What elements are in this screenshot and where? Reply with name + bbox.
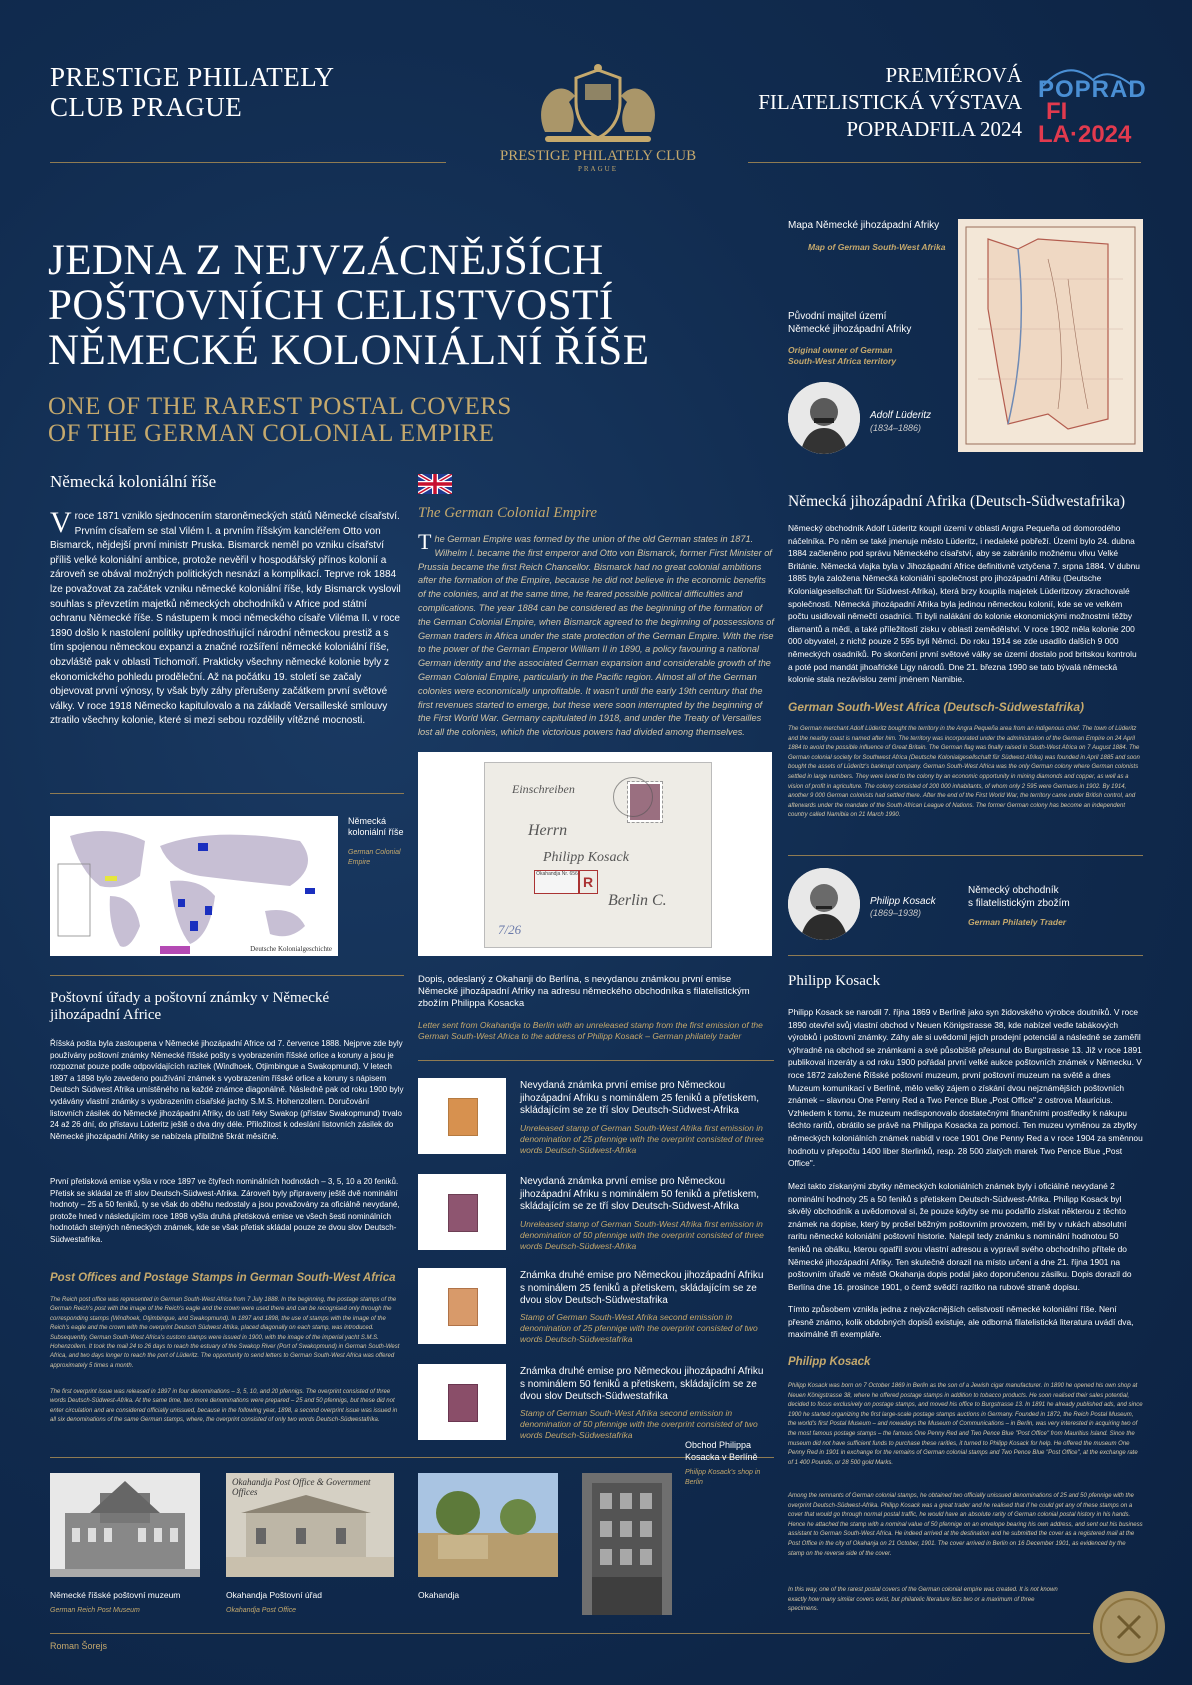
uk-flag-icon bbox=[418, 474, 452, 494]
post-office-caption-en: Okahandja Post Office bbox=[226, 1607, 297, 1614]
section-heading-kosack: Philipp Kosack bbox=[788, 973, 881, 989]
kosack-text-1: Philipp Kosack se narodil 7. října 1869 v Berlíně jako syn židovského výrobce doutníků. V roce 1890 otevřel svůj vlastní obchod v Neuen Königstrasse 38, kde nabízel vedle tabákových výrobků i poštovní známky. Záhy ale si uvědomil jejich prodejní potenciál a následně se zaměřil výhradně na obchod se známkami a své působiště přesunul do Burgstrasse 13. Již v roce 1891 publikoval inzeráty a od roku 1900 pořádal první velké aukce poštovních známek v Německu. V roce 1872 založené Říšské poštovní muzeum, první poštovní muzeum na světě a dnes Muzeum komunikací v Berlíně, mělo velký zájem o získání dvou nejznámějších poštovních známek – slavnou One Penny Red a Two Pence Blue „Post Office" z ostrova Mauricius. Vzhledem k tomu, že muzeum nedisponovalo dostatečnými finančními prostředky k nákupu těchto raritů, obrátilo se právě na Philippa Kosacka za pomocí. Ten muzeu vyměnou za zbytky německých koloniálních známek nabídl v roce 1901 One Penny Red a v roce 1904 za směnnou hodnotu v přepočtu 1400 liber šterlinků, resp. 28 500 zlatých marek Two Pence Blue „Post Office". bbox=[788, 1007, 1143, 1169]
sw-africa-heading-en: German South-West Africa (Deutsch-Südwestafrika) bbox=[788, 700, 1085, 714]
stamp-caption-en-1: Unreleased stamp of German South-West Afrika first emission in denomination of 25 pfennige with the overprint consisted of three words Deutsch-Südwest-Afrika bbox=[520, 1123, 764, 1155]
kosack-role-caption-en: German Philately Trader bbox=[968, 917, 1067, 927]
post-offices-text-en-2: The first overprint issue was released in 1897 in four denominations – 3, 5, 10, and 20 pfennigs. The overprint consisted of three words Deutsch-Südwest-Afrika. At the same time, two more denominations were prepared – 25 and 50 pfennigs, but these did not enter circulation and are considered officially unissued, because in the following year, 1898, a second overprint issue was issued in all six denominations of the same German stamps, where, the overprint consisted of only two words Deutsch-Südwestafrika. bbox=[50, 1389, 398, 1424]
crest-caption: PRESTIGE PHILATELY CLUB bbox=[499, 148, 697, 164]
kosack-dates: (1869–1938) bbox=[870, 908, 922, 918]
kosack-shop-caption-en: Philipp Kosack's shop in Berlin bbox=[685, 1469, 761, 1486]
stamp-caption-1: Nevydaná známka první emise pro Německou jihozápadní Afriku s nominálem 25 feniků a přetiskem, skládajícím se ze tří slov Deutsch-Südwest-Afrika bbox=[520, 1080, 760, 1117]
museum-caption: Německé říšské poštovní muzeum bbox=[50, 1590, 181, 1600]
kosack-name: Philipp Kosack bbox=[870, 896, 936, 907]
section-heading-en: The German Colonial Empire bbox=[418, 505, 598, 521]
club-seal-icon bbox=[1090, 1588, 1168, 1666]
post-offices-text-1: Říšská pošta byla zastoupena v Německé jihozápadní Africe od 7. července 1888. Nejprve zde byly používány poštovní známky Německé říšské pošty s vyobrazením říšské orlice a koruny a jsou je rozpoznat pouze podle odpovídajících razítek (Windhoek, Otjimbingue a Swakopmund). V letech 1897 a 1898 bylo zavedeno používání známek s vyobrazením říšské orlice a koruny s nápisem Deutsch Südwest Afrika umístěného na každé známce diagonálně. Následně pak od roku 1900 byly vydávány vlastní známky s vyobrazením císařské jachty S.M.S. Hohenzollern. Doručování listovních zásilek do Německé jihozápadní Afriky, do ústí řeky Swakop (přístav Swakopmund) trvalo 24 až 26 dní, do přístavu Lüderitz ještě o dva dny déle. Přiložitost k odeslání listovních zásilek do Německé jihozápadní Afriky se nabízela přibližně 5krát měsíčně. bbox=[50, 1039, 404, 1141]
luderitz-name: Adolf Lüderitz bbox=[870, 410, 932, 421]
page-title: JEDNA Z NEJVZÁCNĚJŠÍCH POŠTOVNÍCH CELISTVOSTÍ NĚMECKÉ KOLONIÁLNÍ ŘÍŠE bbox=[48, 237, 650, 374]
sw-africa-text-en: The German merchant Adolf Lüderitz bought the territory in the Angra Pequeña area from an indigenous chief. The town of Lüderitz and the nearby coast is named after him. The territory was incorporated under the administration of the German Empire on 24 April 1884 to avoid the possible influence of Great Britain. The German flag was finally raised in South-West Africa on 7 August 1884. The German colonial society for Southwest Africa (Deutsche Kolonialgesellschaft für Südwest Afrika) was founded in April 1885 and soon bought the assets of Lüderitz's bankrupt company. German South-West Africa was the only German colony where German colonists settled in large numbers. They were lured to the colony by an economic opportunity in mining diamonds and copper, as well as a vision of profit in agriculture. The colony consisted of 200 000 inhabitants, of whom only 2 595 were Germans in 1902. By 1914, another 9 000 German colonists had settled there. After the end of the First World War, the territory came under British control, and afterwards under the mandate of the South African League of Nations. The former German colony has become an independent country called Namibia on 21 March 1990. bbox=[788, 726, 1140, 819]
post-offices-heading-en: Post Offices and Postage Stamps in German South-West Africa bbox=[50, 1272, 396, 1284]
club-name: PRESTIGE PHILATELY CLUB PRAGUE bbox=[50, 62, 335, 122]
museum-caption-en: German Reich Post Museum bbox=[50, 1607, 140, 1614]
kosack-text-en-2: Among the remnants of German colonial stamps, he obtained two officially unissued denominations of 25 and 50 pfennige with the overprint Deutsch-Südwest-Afrika. Philipp Kosack was a great trader and he realised that if he could get any of these stamps on a cover that would go through normal postal traffic, he would have an absolute rarity of German colonial postal history in his hands. Hence he attached the stamp with a nominal value of 50 pfennige on an envelope bearing his own address, and sent out his business assistant to German South-West Africa. He indeed arrived at the destination and he submitted the cover as a registered mail at the Post Office in the city of Okahanja on 21 October, 1901. The cover arrived in Berlin on 16 December 1901, as evidenced by the stamp on the reverse side of the cover. bbox=[788, 1493, 1143, 1557]
exhibition-title: PREMIÉROVÁ FILATELISTICKÁ VÝSTAVA POPRADFILA 2024 bbox=[758, 63, 1022, 141]
world-map-image: Deutsche Kolonialgeschichte bbox=[50, 816, 338, 956]
stamp-image-2 bbox=[418, 1174, 506, 1250]
kosack-shop-caption: Obchod Philippa Kosacka v Berlíně bbox=[685, 1440, 758, 1462]
crest-subcaption: PRAGUE bbox=[577, 165, 618, 173]
cover-caption-en: Letter sent from Okahandja to Berlin with an unreleased stamp from the first emission of the German South-West Africa to the address of Philipp Kosack – German philately trader bbox=[418, 1020, 763, 1041]
okahandja-post-office-photo: Okahandja Post Office & Government Offices bbox=[226, 1473, 394, 1577]
original-owner-caption-en: Original owner of German South-West Africa territory bbox=[788, 345, 897, 366]
map-sw-africa-caption: Mapa Německé jihozápadní Afriky bbox=[788, 220, 940, 231]
cover-photo: Einschreiben Herrn Philipp Kosack Berlin C. Okahandja Nr. 656 R 7/26 bbox=[418, 752, 772, 956]
stamp-image-3 bbox=[418, 1268, 506, 1344]
kosack-text-2: Mezi takto získanými zbytky německých koloniálních známek byly i oficiálně nevydané 2 nominální hodnoty 25 a 50 feniků s přetiskem Deutsch-Südwest-Afrika. Philipp Kosack byl skvělý obchodník a uvědomoval si, že pouze kdyby se mu podařilo získat některou z těchto známek na dopise, který by prošel běžným poštovním provozem, měl by v rukách absolutní raritu německé koloniální poštovní historie. Nalepil tedy známku s nominální hodnotou 50 feniků na obálku, kterou opatřil svou vlastní adresou a vypravil svého obchodního přítele do Německé jihozápadní Afriky. Ten skutečně dorazil na místo určení a dne 21. října 1901 na poštovním úřadě ve městě Okahanja dopis podal jako doporučenou zásilku. Dopis dorazil do Berlína dne 16. prosince 1901, o čemž svědčí razítko na rubové straně dopisu. bbox=[788, 1181, 1132, 1292]
club-crest-logo bbox=[505, 62, 691, 150]
kosack-text-3: Tímto způsobem vznikla jedna z nejvzácnějších celistvostí německé koloniální říše. Není přesně známo, kolik obdobných dopisů existuje, ale odborná filatelistická literatura uvádí dva, maximálně tři exempláře. bbox=[788, 1304, 1134, 1340]
section-heading-post-offices: Poštovní úřady a poštovní známky v Německé jihozápadní Africe bbox=[50, 990, 330, 1023]
luderitz-dates: (1834–1886) bbox=[870, 423, 922, 433]
okahandja-caption: Okahandja bbox=[418, 1590, 460, 1600]
museum-photo bbox=[50, 1473, 200, 1577]
kosack-text-en-3: In this way, one of the rarest postal covers of the German colonial empire was created. It is not known exactly how many similar covers exist, but philatelic literature lists two or a maximum of three specimens. bbox=[788, 1587, 1058, 1613]
cover-caption: Dopis, odeslaný z Okahanji do Berlína, s nevydanou známkou první emise Německé jihozápadní Afriky na adresu německého obchodníka s filatelistickým zbožím Philippa Kosacka bbox=[418, 974, 750, 1009]
stamp-image-1 bbox=[418, 1078, 506, 1154]
world-map-caption-en: German Colonial Empire bbox=[348, 849, 401, 866]
stamp-caption-3: Známka druhé emise pro Německou jihozápadní Afriku s nominálem 25 feniků a přetiskem, skládajícím se ze dvou slov Deutsch-Südwestafrika bbox=[520, 1270, 764, 1307]
sw-africa-text: Německý obchodník Adolf Lüderitz koupil území v oblasti Angra Pequeña od domorodého náčelníka. Po něm se také jmenuje město Lüderitz, i nedaleké pobřeží. Území bylo 24. dubna 1884 začleněno pod správu Německého císařství, aby se zabránilo možnému vlivu Velké Británie. Německá vlajka byla v Jihozápadní Africe definitivně vztyčena 7. srpna 1884. V dubnu 1885 byla založena Německá koloniální společnost pro jihozápadní Afriku (Deutsche Kolonialgesellschaft für Südwest-Afrika), která brzy koupila majetek Lüderitzovy zkrachovalé společnosti. Německá jihozápadní Afrika byla jedinou německou kolonií, kde se ve velkém počtu usidlovali němečtí osadníci. Ti byli nalákání do kolonie ekonomickými možnostmi těžby diamantů a mědi, a také příležitostí zisku v oblasti zemědělství. V roce 1902 měla kolonie 200 000 obyvatel, z nichž pouze 2 595 byli Němci. Do roku 1914 se zde usadilo dalších 9 000 německých osadníků. Po skončení první světové války se území dostalo pod britskou kontrolu a poté pod mandát jihoafrické Ligy národů. Dne 21. března 1990 se tato bývalá německá kolonie stala nezávislou zemí jménem Namibie. bbox=[788, 523, 1140, 685]
map-sw-africa-caption-en: Map of German South-West Afrika bbox=[808, 242, 946, 252]
section-heading-colonial-empire: Německá koloniální říše bbox=[50, 472, 217, 491]
german-colonial-empire-text: The German Empire was formed by the union of the old German states in 1871. Wilhelm I. became the first emperor and Otto von Bismarck, former First Minister of Prussia became the first Reich Chancellor. Bismarck had no great colonial ambitions after the formation of the Empire, because he did not believe in the economic benefits of the colonies, and at the same time, he feared possible political difficulties and complications. The year 1884 can be considered as the beginning of the formation of the German Colonial Empire, when Bismarck agreed to the beginning of possessions of German traders in Africa under the state protection of the German Empire. With the rise to the power of the German Emperor William II in 1890, a policy favouring a national German identity and the associated German expansion and considerable growth of the German Colonial Empire, particularly in the Pacific region. Almost all of the German colonies were economically unprofitable. It wasn't until the early 19th century that the first revenues started to emerge, but these were soon interrupted by the beginning of the First World War. Germany capitulated in 1918, and under the Treaty of Versailles lost all the colonies, which the victorious powers had divided among themselves. bbox=[418, 529, 774, 738]
kosack-role-caption: Německý obchodník s filatelistickým zbožím bbox=[968, 885, 1070, 909]
stamp-caption-4: Známka druhé emise pro Německou jihozápadní Afriku s nominálem 50 feniků a přetiskem, skládajícím se ze dvou slov Deutsch-Südwestafrika bbox=[520, 1366, 764, 1403]
kosack-heading-en: Philipp Kosack bbox=[788, 1356, 871, 1368]
post-office-caption: Okahandja Poštovní úřad bbox=[226, 1590, 322, 1600]
kosack-shop-photo bbox=[582, 1473, 672, 1615]
post-offices-text-en-1: The Reich post office was represented in German South-West Africa from 7 July 1888. In the beginning, the postage stamps of the German Reich's post with the image of the Reich's eagle and the crown were used there and can be recognised only through the corresponding stamps (Windhoek, Otjimbingue, and Swakopmund). In 1897 and 1898, the use of stamps with the image of the Reich's eagle and the crown with the overprint Deutsch Südwest Afrika, placed diagonally on each stamp, was introduced. Subsequently, German South-West Africa's custom stamps were issued in 1900, with the image of the imperial yacht S.M.S. Hohenzollern. It took the mail 24 to 26 days to reach the estuary of the Swakop River (Port of Swakopmund) in German South-West Africa, and two days longer to reach the port of Lüderitz. The opportunity to send letters to German South-West Africa was offered approximately 5 times a month. bbox=[50, 1297, 400, 1369]
original-owner-caption: Původní majitel území Německé jihozápadní Afriky bbox=[788, 311, 912, 335]
luderitz-portrait bbox=[788, 382, 860, 454]
stamp-caption-en-4: Stamp of German South-West Afrika second emission in denomination of 50 pfennige with the overprint consisted of two words Deutsch-Südwestafrika bbox=[520, 1408, 758, 1440]
stamp-caption-en-3: Stamp of German South-West Afrika second emission in denomination of 25 pfennige with the overprint consisted of two words Deutsch-Südwestafrika bbox=[520, 1312, 758, 1344]
sw-africa-map-image bbox=[958, 219, 1143, 452]
post-offices-text-2: První přetisková emise vyšla v roce 1897 ve čtyřech nominálních hodnotách – 3, 5, 10 a 20 feniků. Přetisk se skládal ze tří slov Deutsch-Südwest-Afrika. Zároveň byly připraveny ještě dvě nominální hodnoty – 25 a 50 feniků, ty se však do oběhu nedostaly a jsou považovány za oficiálně nevydané, protože hned v následujícím roce 1898 vyšla druhá přetisková emise ve všech šesti nominálních hodnotách stejných německých známek, kde se však přetisk skládal pouze ze dvou slov Deutsch-Südwestafrika. bbox=[50, 1177, 400, 1244]
colonial-empire-text: Vroce 1871 vzniklo sjednocením staroněmeckých států Německé císařství. Prvním císařem se stal Vilém I. a prvním říšským kancléřem Otto von Bismarck, nějdejší první ministr Pruska. Bismarck neměl po vzniku císařství příliš velké koloniální ambice, protože nevěřil v hospodářský přínos kolonií a zároveň se obával možných politických nesnází a komplikací. Teprve rok 1884 lze považovat za začátek vzniku německé koloniální říše, kdy Bismarck vyslovil souhlas s převzetím majetků německých obchodníků v Africe pod státní ochranu Německé říše. S nástupem k moci německého císaře Viléma II. v roce 1890 došlo k nastolení politiky upřednostňující národní německou prestiž a s tím spojenou německou expanzi a značné rozšíření německé koloniální říše, obzvláště pak v oblasti Tichomoří. Prakticky všechny německé kolonie byly z ekonomického pohledu proděleční. Až na počátku 19. století se začaly objevovat první výnosy, ty však byly záhy přerušeny začátkem první světové války. V roce 1918 Německo kapitulovalo a na základě Versailleské smlouvy ztratilo všechny kolonie, které si mezi sebou rozdělily vítězné mocnosti. bbox=[50, 506, 401, 727]
kosack-portrait bbox=[788, 868, 860, 940]
page-subtitle: ONE OF THE RAREST POSTAL COVERS OF THE GERMAN COLONIAL EMPIRE bbox=[48, 393, 512, 447]
kosack-text-en-1: Philipp Kosack was born on 7 October 1869 in Berlin as the son of a Jewish cigar manufacturer. In 1890 he opened his own shop at Neuen Königstrasse 38, where he offered postage stamps in addition to tobacco products. He soon realised their sales potential, decided to focus exclusively on postage stamps, and moved his office to Burgstrasse 13. In 1891 he already published ads, and since 1900 he started organizing the first large-scale postage stamps auctions in Germany. Founded in 1872, the Reich Postal Museum, the world's first Postal Museum – and nowadays the Museum of Communications – in Berlin, was very interested in acquiring two of the most famous postage stamps – the famous One Penny Red and Two Pence Blue "Post Office" from Mauritius Island. Since the museum did not have sufficient funds to purchase these rarities, it turned to Philipp Kosack for help. He offered the museum One Penny Red in 1901 in exchange for the remains of German colonial stamps and Two Pence Blue "Post Office", at the exchange rate of 1 400 Pounds, or 28 500 gold Marks. bbox=[788, 1383, 1143, 1466]
stamp-caption-2: Nevydaná známka první emise pro Německou jihozápadní Afriku s nominálem 50 feniků a přetiskem, skládajícím se ze tří slov Deutsch-Südwest-Afrika bbox=[520, 1176, 760, 1213]
stamp-caption-en-2: Unreleased stamp of German South-West Afrika first emission in denomination of 50 pfennige with the overprint consisted of three words Deutsch-Südwest-Afrika bbox=[520, 1219, 764, 1251]
stamp-image-4 bbox=[418, 1364, 506, 1440]
okahandja-photo bbox=[418, 1473, 558, 1577]
section-heading-sw-africa: Německá jihozápadní Afrika (Deutsch-Südwestafrika) bbox=[788, 493, 1125, 510]
world-map-caption: Německá koloniální říše bbox=[348, 816, 404, 837]
author-name: Roman Šorejs bbox=[50, 1641, 108, 1651]
